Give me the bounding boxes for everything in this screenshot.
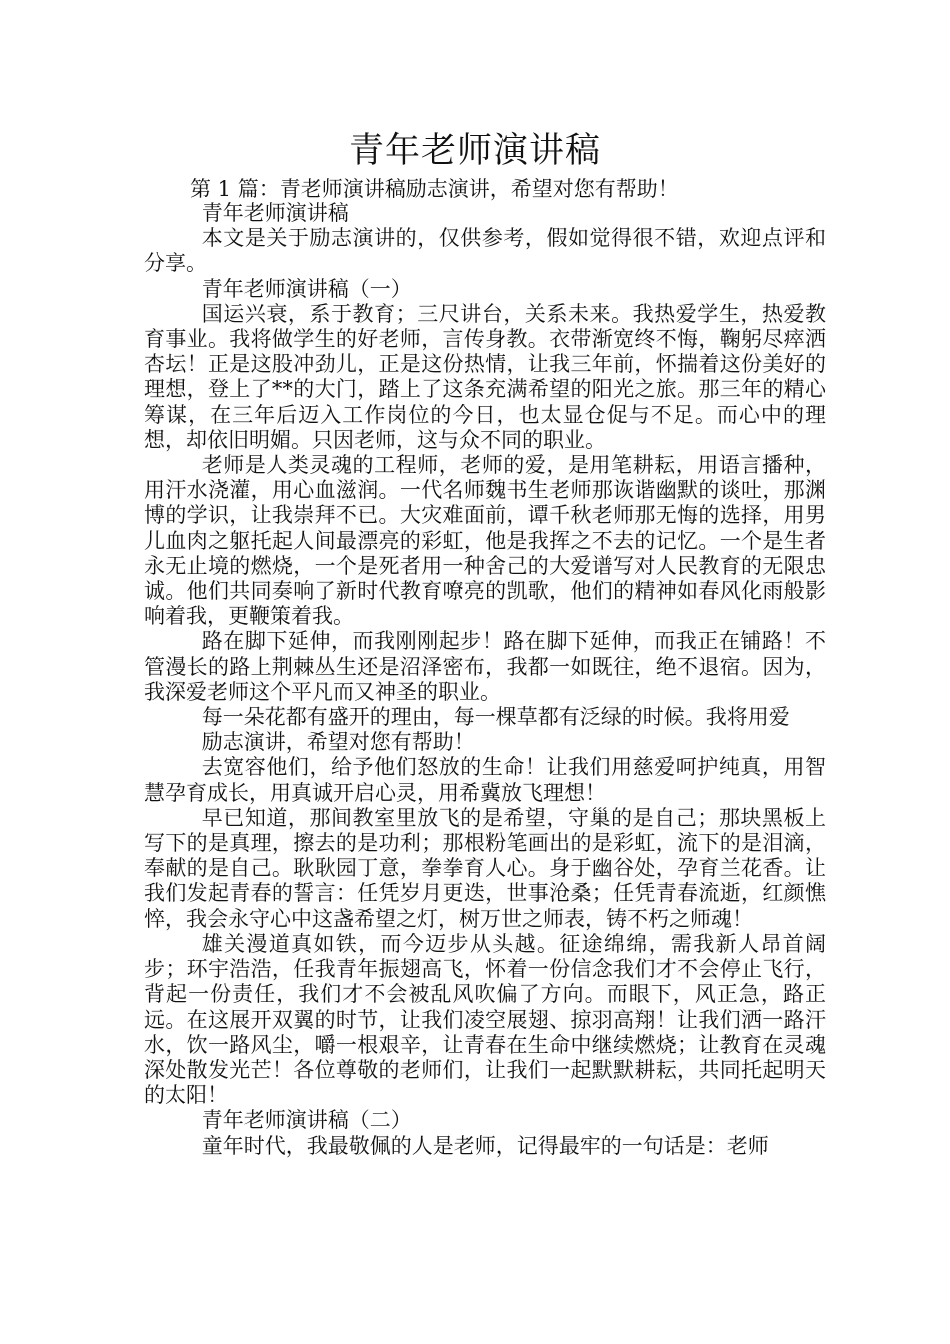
document-subtitle: 第 1 篇：青老师演讲稿励志演讲，希望对您有帮助！ xyxy=(190,177,679,201)
body-paragraph: 童年时代，我最敬佩的人是老师，记得最牢的一句话是：老师 xyxy=(201,1133,769,1158)
body-paragraph: 雄关漫道真如铁，而今迈步从头越。征途绵绵，需我新人昂首阔步；环宇浩浩，任我青年振翅高飞，怀着一份信念我们才不会停止飞行，背起一份责任，我们才不会被乱风吹偏了方向。而眼下，风正急，路正远。在这展开双翼的时节，让我们凌空展翅、掠羽高翔！让我们洒一路汗水，饮一路风尘，嚼一根艰辛，让青春在生命中继续燃烧；让教育在灵魂深处散发光芒！各位尊敬的老师们，让我们一起默默耕耘，共同托起明天的太阳！ xyxy=(144,931,826,1108)
section-heading-two: 青年老师演讲稿（二） xyxy=(201,1108,412,1133)
body-paragraph: 国运兴衰，系于教育；三尺讲台，关系未来。我热爱学生，热爱教育事业。我将做学生的好老师，言传身教。衣带渐宽终不悔，鞠躬尽瘁洒杏坛！正是这股冲劲儿，正是这份热情，让我三年前，怀揣着这份美好的理想，登上了**的大门，踏上了这条充满希望的阳光之旅。那三年的精心筹谋，在三年后迈入工作岗位的今日，也太显仓促与不足。而心中的理想，却依旧明媚。只因老师，这与众不同的职业。 xyxy=(144,301,826,452)
section-heading-one: 青年老师演讲稿（一） xyxy=(201,276,412,301)
document-body xyxy=(144,201,826,1159)
body-paragraph: 励志演讲，希望对您有帮助！ xyxy=(201,730,475,755)
document-title: 青年老师演讲稿 xyxy=(348,131,601,171)
heading-main: 青年老师演讲稿 xyxy=(201,201,349,225)
body-paragraph: 路在脚下延伸，而我刚刚起步！路在脚下延伸，而我正在铺路！不管漫长的路上荆棘丛生还是沼泽密布，我都一如既往，绝不退宿。因为，我深爱老师这个平凡而又神圣的职业。 xyxy=(144,629,826,704)
body-paragraph: 每一朵花都有盛开的理由，每一棵草都有泛绿的时候。我将用爱 xyxy=(201,705,790,730)
intro-paragraph: 本文是关于励志演讲的，仅供参考，假如觉得很不错，欢迎点评和分享。 xyxy=(144,226,826,276)
body-paragraph: 老师是人类灵魂的工程师，老师的爱，是用笔耕耘，用语言播种，用汗水浇灌，用心血滋润。一代名师魏书生老师那诙谐幽默的谈吐，那渊博的学识，让我崇拜不已。大灾难面前，谭千秋老师那无悔的选择，用男儿血肉之躯托起人间最漂亮的彩虹，他是我挥之不去的记忆。一个是生者永无止境的燃烧，一个是死者用一种舍己的大爱谱写对人民教育的无限忠诚。他们共同奏响了新时代教育嘹亮的凯歌，他们的精神如春风化雨般影响着我，更鞭策着我。 xyxy=(144,453,826,629)
body-paragraph: 去宽容他们，给予他们怒放的生命！让我们用慈爱呵护纯真，用智慧孕育成长，用真诚开启心灵，用希冀放飞理想！ xyxy=(144,755,826,805)
body-paragraph: 早已知道，那间教室里放飞的是希望，守巢的是自己；那块黑板上写下的是真理，擦去的是功利；那根粉笔画出的是彩虹，流下的是泪滴，奉献的是自己。耿耿园丁意，拳拳育人心。身于幽谷处，孕育兰花香。让我们发起青春的誓言：任凭岁月更迭，世事沧桑；任凭青春流逝，红颜憔悴，我会永守心中这盏希望之灯，树万世之师表，铸不朽之师魂！ xyxy=(144,805,826,931)
